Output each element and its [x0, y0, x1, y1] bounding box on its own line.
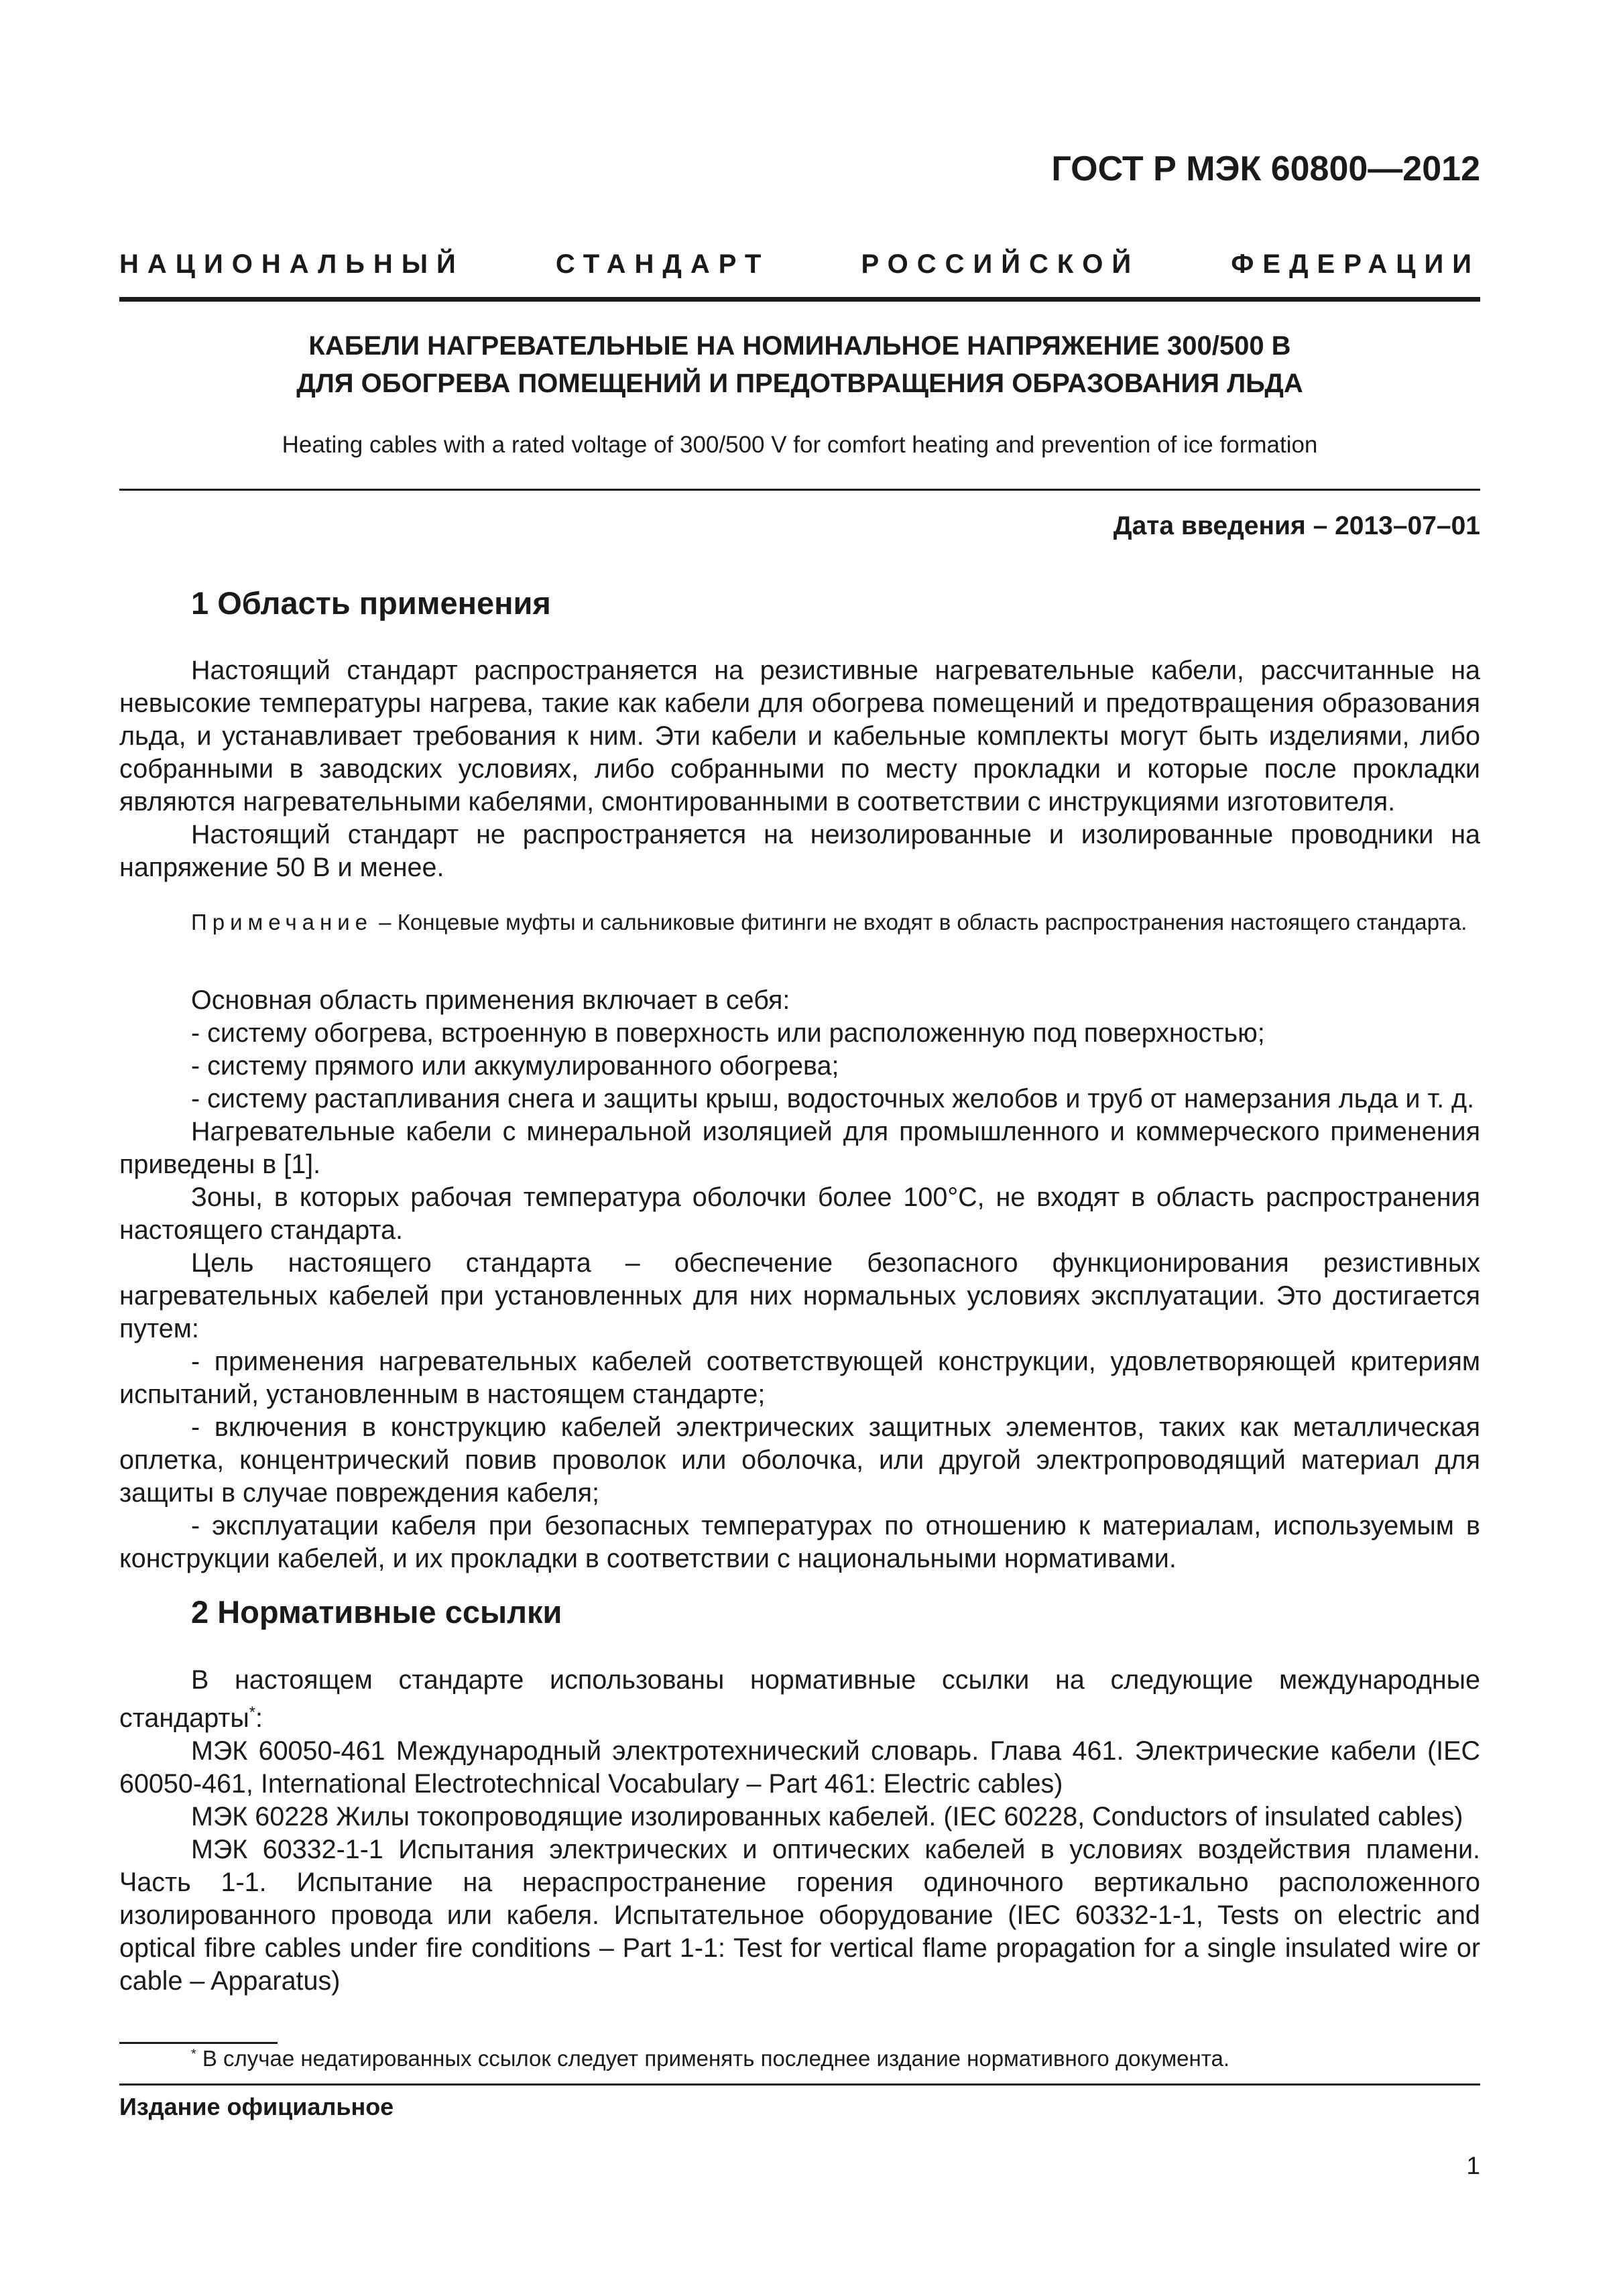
note-text: – Концевые муфты и сальниковые фитинги не входят в область распространения настоящего стандарта.	[373, 910, 1467, 934]
footnote-mark: *	[191, 2047, 196, 2061]
title-rule	[119, 489, 1480, 491]
section-1-paragraph-2: Настоящий стандарт не распространяется на неизолированные и изолированные проводники на напряжение 50 В и менее.	[119, 820, 1480, 882]
section-1-note	[119, 908, 1480, 937]
scope-item-2: - систему прямого или аккумулированного обогрева;	[191, 1051, 839, 1081]
method-item-3: - эксплуатации кабеля при безопасных температурах по отношению к материалам, используемым в конструкции кабелей, и их прокладки в соответствии с национальными нормативами.	[119, 1511, 1480, 1573]
section-2-paragraph-1	[119, 1664, 1480, 1735]
reference-2: МЭК 60228 Жилы токопроводящие изолированных кабелей. (IEC 60228, Conductors of insulated cables)	[191, 1802, 1463, 1832]
section-2-heading: 2 Нормативные ссылки	[191, 1594, 562, 1630]
header-rule	[119, 297, 1480, 302]
section-1-body-a	[119, 654, 1480, 884]
section-1-paragraph-6: Цель настоящего стандарта – обеспечение безопасного функционирования резистивных нагревательных кабелей при установленных для них нормальных условиях эксплуатации. Это достигается путем:	[119, 1248, 1480, 1343]
title-line-2: ДЛЯ ОБОГРЕВА ПОМЕЩЕНИЙ И ПРЕДОТВРАЩЕНИЯ ОБРАЗОВАНИЯ ЛЬДА	[296, 369, 1303, 398]
note-label: Примечание	[191, 910, 373, 934]
title-line-1: КАБЕЛИ НАГРЕВАТЕЛЬНЫЕ НА НОМИНАЛЬНОЕ НАПРЯЖЕНИЕ 300/500 В	[308, 331, 1291, 361]
section-1-heading: 1 Область применения	[191, 585, 551, 621]
reference-3: МЭК 60332-1-1 Испытания электрических и оптических кабелей в условиях воздействия пламени. Часть 1-1. Испытание на нераспространение горения одиночного вертикально расположенного изолированного провода или кабеля. Испытательное оборудование (IEC 60332-1-1, Tests on electric and optical fibre cables under fire conditions – Part 1-1: Test for vertical flame propagation for a single insulated wire or cable – Apparatus)	[119, 1835, 1480, 1996]
footnote-rule	[119, 2042, 278, 2044]
section-2-body	[119, 1664, 1480, 1998]
national-standard-banner: НАЦИОНАЛЬНЫЙ СТАНДАРТ РОССИЙСКОЙ ФЕДЕРАЦИИ	[119, 249, 1480, 279]
section-1-paragraph-4: Нагревательные кабели с минеральной изоляцией для промышленного и коммерческого применения приведены в [1].	[119, 1117, 1480, 1179]
section-2-paragraph-1-end: :	[255, 1703, 263, 1734]
document-code: ГОСТ Р МЭК 60800—2012	[1051, 149, 1480, 188]
footnote-reference: *	[249, 1704, 255, 1721]
method-item-2: - включения в конструкцию кабелей электрических защитных элементов, таких как металлическая оплетка, концентрический повив проволок или оболочка, или другой электропроводящий материал для защиты в случае повреждения кабеля;	[119, 1412, 1480, 1508]
reference-1: МЭК 60050-461 Международный электротехнический словарь. Глава 461. Электрические кабели (IEC 60050-461, International Electrotechnical Vocabulary – Part 461: Electric cables)	[119, 1736, 1480, 1799]
official-edition-label: Издание официальное	[119, 2093, 394, 2120]
section-2-paragraph-1-text: В настоящем стандарте использованы нормативные ссылки на следующие международные стандарты	[119, 1665, 1480, 1734]
scope-item-3: - систему растапливания снега и защиты крыш, водосточных желобов и труб от намерзания льда и т. д.	[191, 1084, 1475, 1113]
page-number: 1	[1466, 2152, 1480, 2179]
footer-rule	[119, 2083, 1480, 2086]
section-1-paragraph-3: Основная область применения включает в себя:	[191, 985, 790, 1015]
title-russian	[119, 327, 1480, 402]
scope-item-1: - систему обогрева, встроенную в поверхность или расположенную под поверхностью;	[191, 1018, 1265, 1048]
section-1-body-b	[119, 984, 1480, 1575]
section-1-paragraph-1: Настоящий стандарт распространяется на резистивные нагревательные кабели, рассчитанные на невысокие температуры нагрева, такие как кабели для обогрева помещений и предотвращения образования льда, и устанавливает требования к ним. Эти кабели и кабельные комплекты могут быть изделиями, либо собранными в заводских условиях, либо собранными по месту прокладки и которые после прокладки являются нагревательными кабелями, смонтированными в соответствии с инструкциями изготовителя.	[119, 656, 1480, 817]
footnote-text: В случае недатированных ссылок следует применять последнее издание нормативного документа.	[196, 2046, 1229, 2071]
date-of-introduction: Дата введения – 2013–07–01	[1113, 511, 1480, 540]
method-item-1: - применения нагревательных кабелей соответствующей конструкции, удовлетворяющей критериям испытаний, установленным в настоящем стандарте;	[119, 1347, 1480, 1409]
title-english: Heating cables with a rated voltage of 300/500 V for comfort heating and prevention of ice formation	[282, 432, 1318, 458]
section-1-paragraph-5: Зоны, в которых рабочая температура оболочки более 100°С, не входят в область распространения настоящего стандарта.	[119, 1183, 1480, 1245]
footnote	[191, 2046, 1229, 2071]
